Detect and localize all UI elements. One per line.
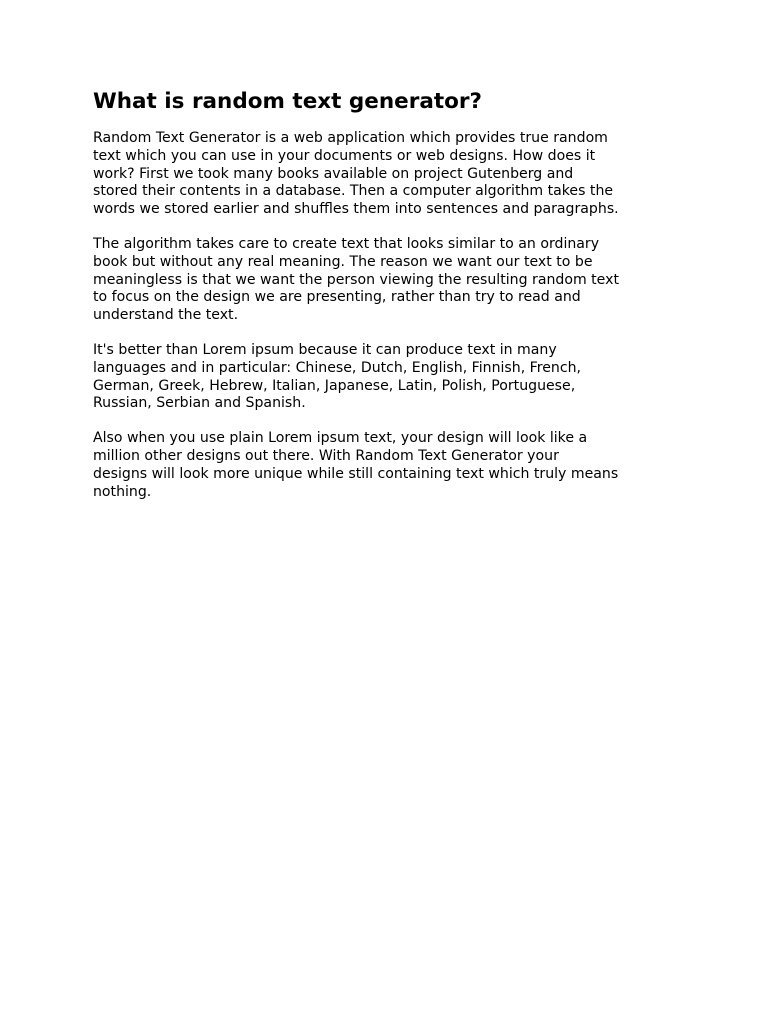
paragraph-1: Random Text Generator is a web application which provides true random text which you can use in your documents or web designs. How does it work? First we took many books available on project Gutenberg and stored their contents in a database. Then a computer algorithm takes the words we stored earlier and shuffles them into sentences and paragraphs. [93, 130, 619, 218]
document-title: What is random text generator? [93, 89, 482, 114]
paragraph-4: Also when you use plain Lorem ipsum text, your design will look like a million other designs out there. With Random Text Generator your designs will look more unique while still containing text which truly means nothing. [93, 430, 619, 500]
paragraph-3: It's better than Lorem ipsum because it can produce text in many languages and in particular: Chinese, Dutch, English, Finnish, French, German, Greek, Hebrew, Italian, Japanese, Latin, Polish, Portuguese, Russian, Serbian and Spanish. [93, 341, 582, 412]
paragraph-2: The algorithm takes care to create text that looks similar to an ordinary book but without any real meaning. The reason we want our text to be meaningless is that we want the person viewing the resulting random text to focus on the design we are presenting, rather than try to read and understand the text. [93, 235, 619, 324]
document-content [93, 88, 678, 518]
